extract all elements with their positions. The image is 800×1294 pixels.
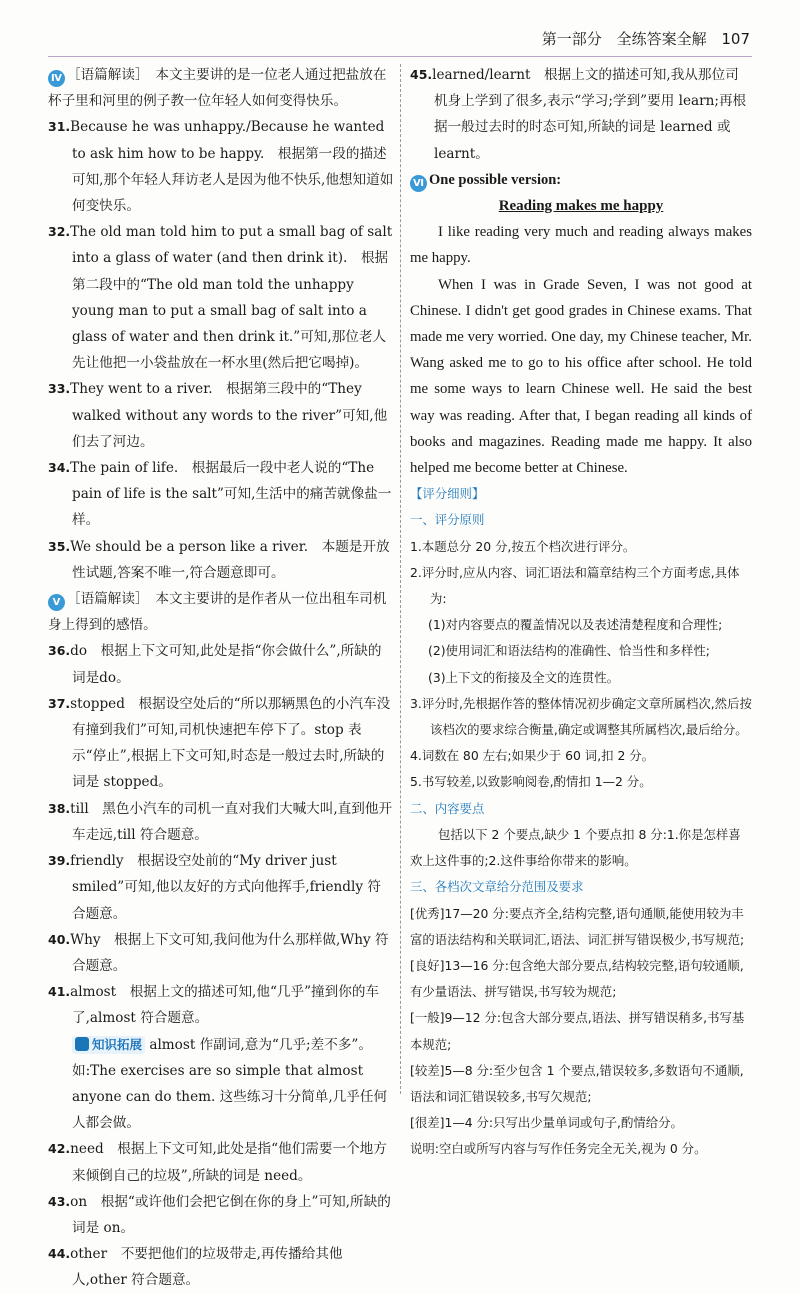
answer-45: 45.learned/learnt 根据上文的描述可知,我从那位司机身上学到了很多,表示“学习;学到”要用 learn;再根据一般过去时的时态可知,所缺的词是 learned 或 learnt。: [410, 67, 747, 162]
answer-text: Because he was unhappy./Because he wanted to ask him how to be happy. 根据第一段的描述可知,那个年轻人拜访老人是因为他不快乐,他想知道如何变快乐。: [70, 119, 394, 215]
answer-number: 39.: [48, 853, 71, 869]
answer-text: stopped 根据设空处后的“所以那辆黑色的小汽车没有撞到我们”可知,司机快速把车停下了。stop 表示“停止”,根据上下文可知,时态是一般过去时,所缺的词是 stopped。: [70, 695, 391, 791]
rubric-level: [一般]9—12 分:包含大部分要点,语法、拼写错误稍多,书写基本规范;: [410, 1010, 745, 1052]
answer-text: friendly 根据设空处前的“My driver just smiled”可知,他以友好的方式向他挥手,friendly 符合题意。: [70, 853, 381, 922]
answer-number: 32.: [48, 224, 71, 240]
answer-item: [48, 848, 394, 927]
writing-header: [410, 167, 752, 193]
rubric-rule: 3.评分时,先根据作答的整体情况初步确定文章所属档次,然后按该档次的要求综合衡量,确定或调整其所属档次,最后给分。: [410, 695, 752, 738]
extension-icon: [75, 1037, 89, 1051]
answer-number: 43.: [48, 1193, 71, 1209]
rubric-section-2-title: 二、内容要点: [410, 800, 485, 816]
essay-paragraph-2: When I was in Grade Seven, I was not good at Chinese. I didn't get good grades in Chinese exams. That made me very worried. One day, my Chinese teacher, Mr. Wang asked me to go to his office after school. He told me some ways to learn Chinese well. He said the best way was reading. After that, I began reading all kinds of books and magazines. Reading made me happy. It also helped me become better at Chinese.: [410, 276, 752, 477]
page-header: [532, 28, 750, 49]
rubric-rule: 2.评分时,应从内容、词汇语法和篇章结构三个方面考虑,具体为:: [410, 564, 740, 607]
essay-paragraph-1: I like reading very much and reading always makes me happy.: [410, 224, 752, 267]
rubric-section-1: [410, 534, 752, 796]
version-label: One possible version:: [429, 171, 562, 188]
passage-iv-intro: [48, 62, 394, 114]
knowledge-extension-text: almost 作副词,意为“几乎;差不多”。如:The exercises are so simple that almost anyone can do them. 这些练习十分简单,几乎任何人都会做。: [72, 1036, 388, 1132]
rubric-level: [良好]13—16 分:包含绝大部分要点,结构较完整,语句较通顺,有少量语法、拼写错误,书写较为规范;: [410, 957, 744, 1000]
rubric-subrule: (2)使用词汇和语法结构的准确性、恰当性和多样性;: [428, 643, 710, 659]
answer-number: 36.: [48, 643, 71, 659]
answer-item: [48, 534, 394, 586]
section-badge-vi: Ⅵ: [410, 175, 427, 192]
knowledge-extension-tag: 知识拓展: [72, 1036, 145, 1054]
left-column: [48, 62, 394, 1294]
answer-text: Why 根据上下文可知,我问他为什么那样做,Why 符合题意。: [70, 931, 389, 974]
answer-item: [48, 1189, 394, 1241]
answer-number: 38.: [48, 800, 71, 816]
page-number: 107: [721, 30, 750, 48]
answer-text: We should be a person like a river. 本题是开放性试题,答案不唯一,符合题意即可。: [70, 538, 390, 581]
column-divider: [400, 64, 401, 1094]
answers-36-41: [48, 638, 394, 1031]
right-column: [410, 62, 752, 1163]
answer-text: do 根据上下文可知,此处是指“你会做什么”,所缺的词是do。: [70, 643, 382, 686]
answer-number: 34.: [48, 460, 71, 476]
rubric-section-3-title: 三、各档次文章给分范围及要求: [410, 879, 584, 895]
header-subtitle: 全练答案全解: [616, 30, 707, 48]
knowledge-extension: [48, 1032, 394, 1137]
passage-iv-text: ［语篇解读］ 本文主要讲的是一位老人通过把盐放在杯子里和河里的例子教一位年轻人如何变得快乐。: [48, 67, 387, 110]
answer-item: [48, 979, 394, 1031]
rubric-level: [优秀]17—20 分:要点齐全,结构完整,语句通顺,能使用较为丰富的语法结构和关联词汇,语法、词汇拼写错误极少,书写规范;: [410, 905, 745, 947]
answer-text: other 不要把他们的垃圾带走,再传播给其他人,other 符合题意。: [70, 1246, 343, 1289]
answer-item: [48, 796, 394, 848]
answer-item: [48, 219, 394, 376]
answer-number: 40.: [48, 931, 71, 947]
section-badge-iv: Ⅳ: [48, 70, 65, 87]
rubric-level: [很差]1—4 分:只写出少量单词或句子,酌情给分。: [410, 1115, 683, 1131]
rubric-rule: 1.本题总分 20 分,按五个档次进行评分。: [410, 538, 636, 554]
answer-number: 31.: [48, 119, 71, 135]
rubric-rule: 4.词数在 80 左右;如果少于 60 词,扣 2 分。: [410, 748, 655, 764]
answer-text: need 根据上下文可知,此处是指“他们需要一个地方来倾倒自己的垃圾”,所缺的词是 need。: [70, 1141, 387, 1184]
section-badge-v: Ⅴ: [48, 594, 65, 611]
header-rule: [48, 56, 752, 57]
answer-number: 42.: [48, 1141, 71, 1157]
answer-text: till 黑色小汽车的司机一直对我们大喊大叫,直到他开车走远,till 符合题意。: [70, 800, 393, 843]
rubric-subrule: (1)对内容要点的覆盖情况以及表述清楚程度和合理性;: [428, 617, 723, 633]
answer-item: [48, 1241, 394, 1293]
answer-text: The old man told him to put a small bag of salt into a glass of water (and then drink it). 根据第二段中的“The old man told the unhappy young man to put a small bag of salt into a glass of water and then drink it.”可知,那位老人先让他把一小袋盐放在一杯水里(然后把它喝掉)。: [70, 224, 393, 372]
answer-text: almost 根据上文的描述可知,他“几乎”撞到你的车了,almost 符合题意。: [70, 984, 380, 1027]
rubric-note: 说明:空白或所写内容与写作任务完全无关,视为 0 分。: [410, 1141, 707, 1157]
answer-text: They went to a river. 根据第三段中的“They walked without any words to the river”可知,他们去了河边。: [70, 381, 388, 450]
rubric-rule: 5.书写较差,以致影响阅卷,酌情扣 1—2 分。: [410, 774, 652, 790]
answer-item: [48, 691, 394, 796]
rubric-subrule: (3)上下文的衔接及全文的连贯性。: [428, 669, 620, 685]
answer-item: [48, 927, 394, 979]
header-section: 第一部分: [541, 30, 602, 48]
answer-number: 41.: [48, 984, 71, 1000]
answer-item: [48, 455, 394, 534]
answer-number: 44.: [48, 1246, 71, 1262]
rubric-section-1-title: 一、评分原则: [410, 512, 485, 528]
rubric-section-2-text: 包括以下 2 个要点,缺少 1 个要点扣 8 分:1.你是怎样喜欢上这件事的;2.这件事给你带来的影响。: [410, 826, 741, 869]
answer-number: 35.: [48, 538, 71, 554]
passage-v-intro: [48, 586, 394, 638]
rubric-levels: [410, 901, 752, 1137]
answer-item: [48, 114, 394, 219]
passage-v-text: ［语篇解读］ 本文主要讲的是作者从一位出租车司机身上得到的感悟。: [48, 591, 387, 634]
answer-number: 37.: [48, 695, 71, 711]
answer-item: [48, 376, 394, 455]
answer-number: 33.: [48, 381, 71, 397]
answer-item: [48, 638, 394, 690]
rubric-level: [较差]5—8 分:至少包含 1 个要点,错误较多,多数语句不通顺,语法和词汇错误较多,书写欠规范;: [410, 1062, 744, 1104]
answers-31-35: [48, 114, 394, 586]
answer-item: [48, 1136, 394, 1188]
rubric-title: 【评分细则】: [410, 486, 485, 502]
answer-text: on 根据“或许他们会把它倒在你的身上”可知,所缺的词是 on。: [70, 1193, 391, 1236]
answers-42-44: [48, 1136, 394, 1293]
answer-text: The pain of life. 根据最后一段中老人说的“The pain of life is the salt”可知,生活中的痛苦就像盐一样。: [70, 460, 392, 529]
essay-title: Reading makes me happy: [498, 198, 664, 215]
